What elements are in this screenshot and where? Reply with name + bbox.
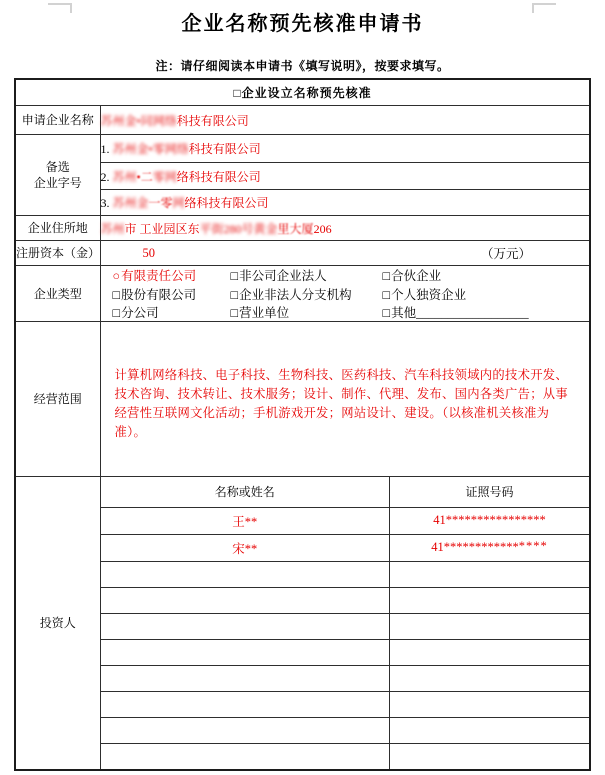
investor-empty-row [101,639,590,665]
business-scope-cell [100,322,590,477]
application-form-table [14,78,591,771]
investor-number-cell [390,507,590,534]
alternate-names-label-line1: 备选 [45,160,70,174]
checkbox-icon: □ [112,287,121,302]
investor-name-cell: 宋** [101,534,390,561]
text-segment: 苏州金•零网络 [112,142,189,156]
company-type-option [231,285,383,303]
page-title: 企业名称预先核准申请书 [181,13,424,35]
investor-number-header: 证照号码 [390,477,590,507]
text-segment: 科技有限公司 [176,113,249,128]
company-type-option-label: 合伙企业 [391,269,442,284]
investor-empty-cell [390,743,590,769]
company-type-option-label: 个人独资企业 [391,287,467,302]
checkbox-icon: □ [382,269,391,284]
address-label: 企业住所地 [15,216,100,241]
checkbox-icon: □ [230,305,239,320]
investor-number: 41**************** [433,513,546,527]
company-type-option [113,303,231,321]
company-type-cell [100,266,590,322]
section-header: □企业设立名称预先核准 [15,79,590,106]
investor-empty-cell [101,691,390,717]
business-scope-label: 经营范围 [15,322,100,477]
company-type-option-label: 营业单位 [239,305,290,320]
business-scope-text: 计算机网络科技、电子科技、生物科技、医药科技、汽车科技领域内的技术开发、技术咨询、技术转让、技术服务；设计、制作、代理、发布、国内各类广告；从事经营性互联网文化活动；手机游戏开发；网站设计、建设。（以核准机关核准为准）。 [114,367,568,439]
investors-label: 投资人 [15,477,100,771]
fill-instruction-note: 注：请仔细阅读本申请书《填写说明》，按要求填写。 [155,59,450,73]
text-segment: 网 [172,196,185,210]
text-segment: 科技有限公司 [188,142,261,156]
company-type-option-label: 其他 [391,305,417,320]
text-segment: 里大厦 [277,221,314,236]
address-value [100,216,590,241]
investor-empty-row [101,743,590,769]
company-type-option [231,303,383,321]
company-type-option-label: 有限责任公司 [121,269,197,284]
selected-circle-mark: ○ [112,269,121,284]
company-type-option-label: 股份有限公司 [121,287,197,302]
text-segment: 苏州金 [112,196,149,210]
investor-name-header: 名称或姓名 [101,477,390,507]
investor-number: 41************ [431,540,519,554]
text-segment: •二 [136,169,153,184]
alternate-name-1 [100,135,590,163]
investor-number-tail: **** [518,539,548,553]
alternate-name-2 [100,163,590,190]
investor-empty-row [101,613,590,639]
investor-empty-cell [390,587,590,613]
investor-empty-cell [101,561,390,587]
investor-empty-row [101,717,590,743]
investor-empty-cell [390,613,590,639]
investor-empty-row [101,665,590,691]
text-segment: 苏州金•同网络 [100,113,177,128]
investor-empty-cell [101,743,390,769]
investors-cell [100,477,590,771]
investor-empty-row [101,587,590,613]
text-segment: 络科技有限公司 [184,196,269,210]
checkbox-icon: □ [230,287,239,302]
company-type-option [231,266,383,284]
text-segment: 苏州 [112,169,137,184]
company-type-option [383,266,590,284]
other-type-blank-line: __________________ [416,305,529,320]
company-type-option [113,285,231,303]
checkbox-icon: □ [382,305,391,320]
text-segment: 平街280号黄金 [199,221,278,236]
text-segment: 1. [100,142,113,156]
alternate-name-3 [100,190,590,216]
investor-row [101,534,590,561]
investor-empty-cell [390,717,590,743]
company-type-options [101,266,590,321]
investor-empty-cell [390,561,590,587]
text-segment: 一零 [148,196,173,210]
investor-number-cell [390,534,590,561]
investor-empty-row [101,561,590,587]
investor-table [101,477,590,769]
text-segment: 2. [100,169,113,184]
investor-name-cell: 王** [101,507,390,534]
investor-empty-cell [101,639,390,665]
investor-empty-row [101,691,590,717]
checkbox-icon: □ [230,269,239,284]
company-type-option [383,303,590,321]
investor-empty-cell [390,665,590,691]
alternate-names-label-line2: 企业字号 [33,176,82,190]
registered-capital-cell [100,241,590,266]
company-type-option-label: 企业非法人分支机构 [239,287,352,302]
company-type-option [383,285,590,303]
applicant-name-label: 申请企业名称 [15,106,100,135]
investor-empty-cell [101,587,390,613]
investor-table-body [101,477,590,769]
registered-capital-label: 注册资本（金） [15,241,100,266]
text-segment: 苏州 [100,221,125,236]
company-type-label: 企业类型 [15,266,100,322]
investor-empty-cell [101,613,390,639]
registered-capital-unit: （万元） [480,247,531,261]
alternate-names-label [15,135,100,216]
checkbox-icon: □ [112,305,121,320]
text-segment: 3. [100,196,113,210]
checkbox-icon: □ [382,287,391,302]
text-segment: 206 [313,221,332,236]
company-type-option [113,266,231,284]
investor-row [101,507,590,534]
investor-empty-cell [101,717,390,743]
text-segment: 市 工业园区东 [124,221,200,236]
applicant-name-value [100,106,590,135]
company-type-option-label: 分公司 [121,305,159,320]
text-segment: 零网 [152,169,177,184]
registered-capital-value: 50 [142,245,155,260]
text-segment: 络科技有限公司 [176,169,261,184]
investor-empty-cell [390,639,590,665]
investor-empty-cell [390,691,590,717]
investor-empty-cell [101,665,390,691]
company-type-option-label: 非公司企业法人 [239,269,327,284]
